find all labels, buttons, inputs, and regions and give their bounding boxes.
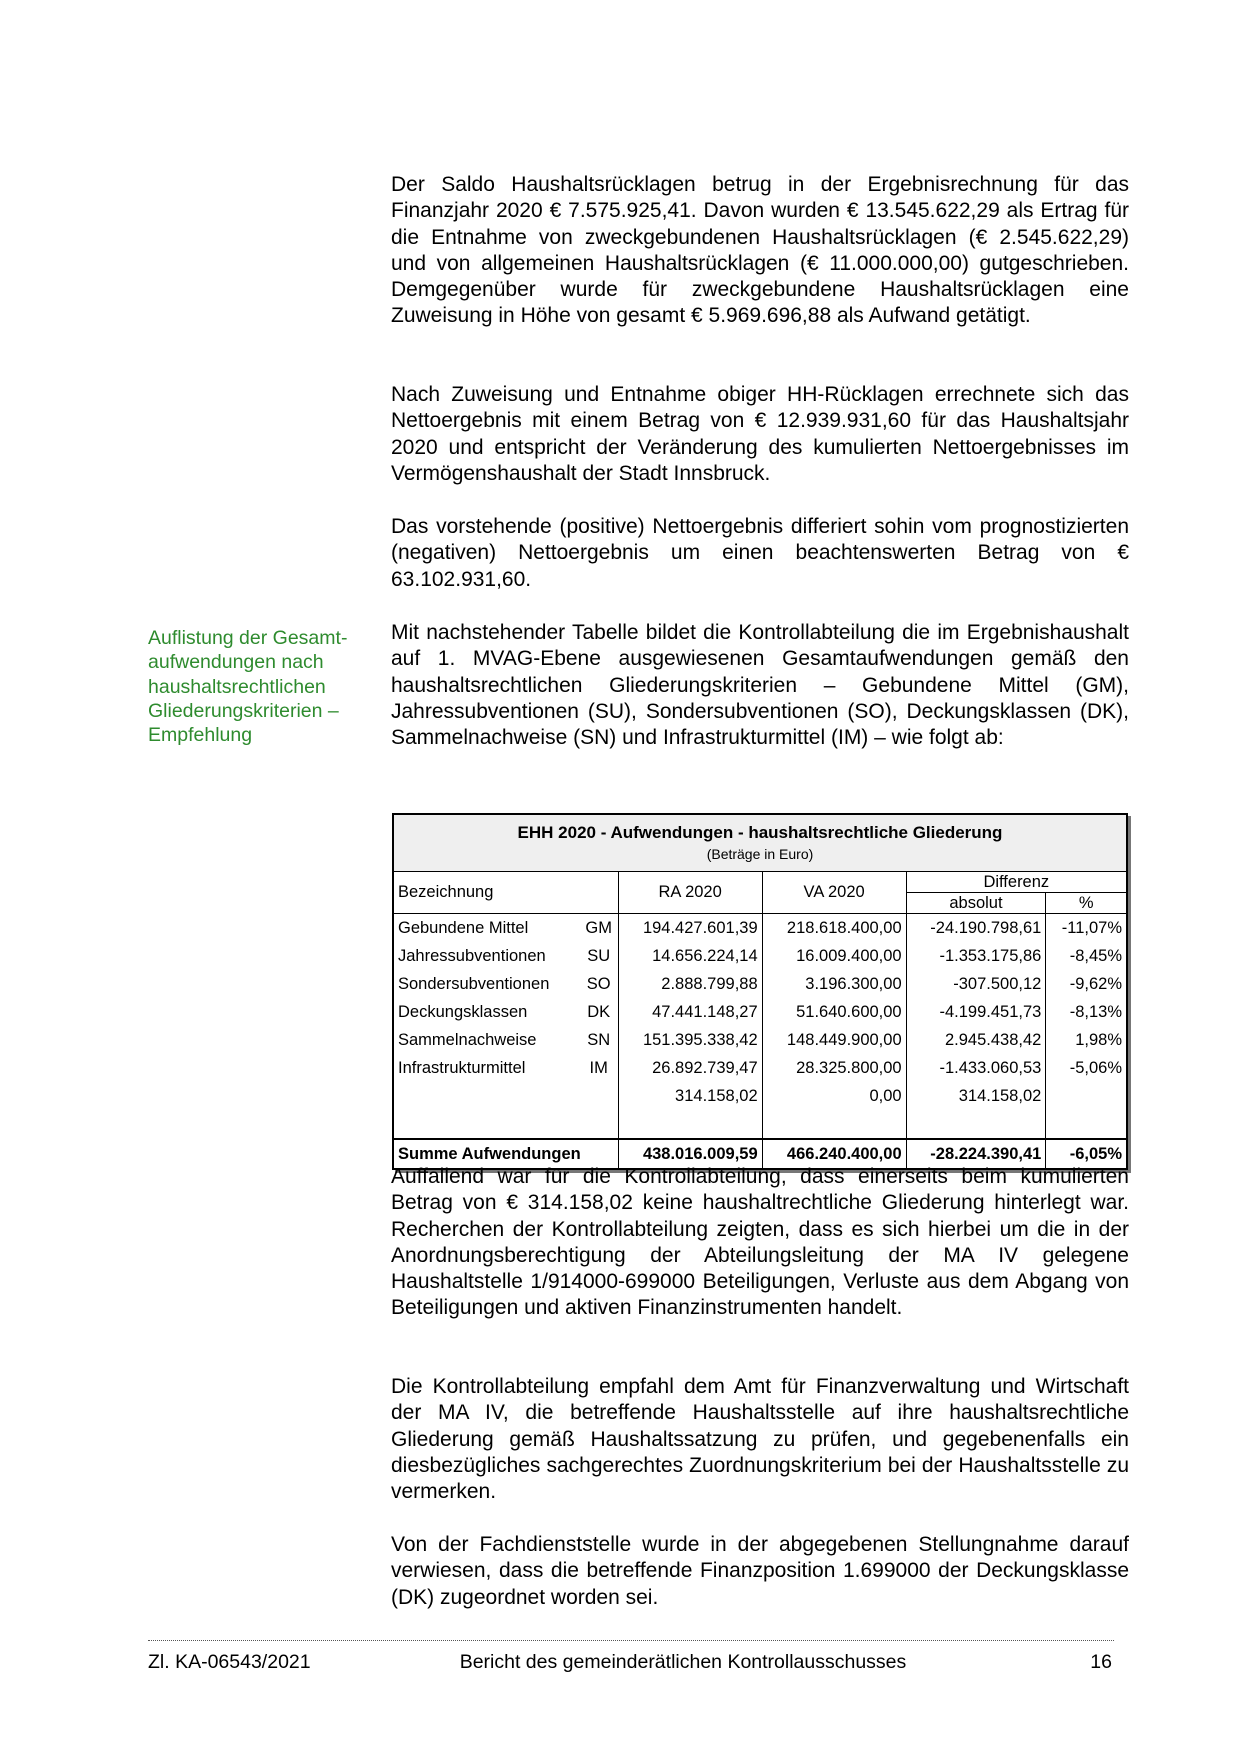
row-pct: -8,45% — [1069, 946, 1122, 965]
row-pct: -11,07% — [1061, 918, 1122, 937]
row-code: SO — [580, 970, 619, 998]
sum-pct: -6,05% — [1046, 1139, 1127, 1169]
row-name: Deckungsklassen — [398, 1002, 528, 1021]
row-pct: -9,62% — [1069, 974, 1122, 993]
row-code: SU — [580, 942, 619, 970]
row-pct: -5,06% — [1069, 1058, 1122, 1077]
row-abs: 314.158,02 — [906, 1082, 1046, 1110]
table-title: EHH 2020 - Aufwendungen - haushaltsrechtliche Gliederung — [517, 823, 1003, 842]
table-row — [393, 914, 1127, 943]
row-abs: -1.353.175,86 — [906, 942, 1046, 970]
table-row — [393, 1026, 1127, 1054]
row-name: Sondersubventionen — [398, 974, 550, 993]
paragraph-differenz: Das vorstehende (positive) Nettoergebnis differiert sohin vom prognostizierten (negativen) Nettoergebnis um einen beachtenswerten Betrag von € 63.102.931,60. — [391, 515, 1129, 591]
table-row — [393, 998, 1127, 1026]
paragraph-nettoergebnis: Nach Zuweisung und Entnahme obiger HH-Rücklagen errechnete sich das Nettoergebnis mit einem Betrag von € 12.939.931,60 für das Haushaltsjahr 2020 und entspricht der Veränderung des kumulierten Nettoergebnisses im Vermögenshaushalt der Stadt Innsbruck. — [391, 383, 1129, 485]
sum-ra: 438.016.009,59 — [618, 1139, 762, 1169]
header-differenz: Differenz — [906, 872, 1127, 893]
row-name — [393, 1082, 580, 1110]
footer-reference: Zl. KA-06543/2021 — [148, 1651, 311, 1673]
row-pct: 1,98% — [1075, 1030, 1122, 1049]
row-code: IM — [580, 1054, 619, 1082]
table-header-row-1 — [393, 872, 1127, 893]
paragraph-stellungnahme: Von der Fachdienststelle wurde in der abgegebenen Stellungnahme darauf verwiesen, dass die betreffende Finanzposition 1.699000 der Deckungsklasse (DK) zugeordnet worden sei. — [391, 1533, 1129, 1609]
table-row — [393, 970, 1127, 998]
row-va: 28.325.800,00 — [762, 1054, 906, 1082]
row-abs: -4.199.451,73 — [906, 998, 1046, 1026]
table-row — [393, 1054, 1127, 1082]
sum-va: 466.240.400,00 — [762, 1139, 906, 1169]
row-code — [580, 1082, 619, 1110]
header-percent: % — [1046, 893, 1127, 914]
expenses-table — [392, 813, 1128, 1170]
sum-abs: -28.224.390,41 — [906, 1139, 1046, 1169]
row-code: GM — [580, 914, 619, 943]
paragraph-auffallend: Auffallend war für die Kontrollabteilung, dass einerseits beim kumulierten Betrag von € 314.158,02 keine haushaltrechtliche Gliederung hinterlegt war. Recherchen der Kontrollabteilung zeigten, dass es sich hierbei um die in der Anordnungsberechtigung der Abteilungsleitung der MA IV gelegene Haushaltstelle 1/914000-699000 Beteiligungen, Verluste aus dem Abgang von Beteiligungen und aktiven Finanzinstrumenten handelt. — [391, 1165, 1129, 1320]
row-abs: -24.190.798,61 — [906, 914, 1046, 943]
footer-page-number: 16 — [1090, 1651, 1112, 1673]
header-bezeichnung: Bezeichnung — [393, 872, 618, 914]
row-code: SN — [580, 1026, 619, 1054]
row-va: 0,00 — [762, 1082, 906, 1110]
row-pct — [1046, 1082, 1127, 1110]
row-name: Jahressubventionen — [398, 946, 546, 965]
paragraph-empfehlung: Die Kontrollabteilung empfahl dem Amt für Finanzverwaltung und Wirtschaft der MA IV, die betreffende Haushaltsstelle auf ihre haushaltsrechtliche Gliederung gemäß Haushaltssatzung zu prüfen, und gegebenenfalls ein diesbezügliches sachgerechtes Zuordnungskriterium bei der Haushaltsstelle zu vermerken. — [391, 1375, 1129, 1504]
row-ra: 26.892.739,47 — [618, 1054, 762, 1082]
row-va: 3.196.300,00 — [762, 970, 906, 998]
sum-label: Summe Aufwendungen — [393, 1139, 618, 1169]
table-row — [393, 1082, 1127, 1110]
row-abs: 2.945.438,42 — [906, 1026, 1046, 1054]
header-absolut: absolut — [906, 893, 1046, 914]
row-ra: 14.656.224,14 — [618, 942, 762, 970]
row-va: 51.640.600,00 — [762, 998, 906, 1026]
header-ra: RA 2020 — [618, 872, 762, 914]
row-ra: 2.888.799,88 — [618, 970, 762, 998]
row-name: Sammelnachweise — [398, 1030, 537, 1049]
paragraph-saldo-ruecklagen: Der Saldo Haushaltsrücklagen betrug in der Ergebnisrechnung für das Finanzjahr 2020 € 7.575.925,41. Davon wurden € 13.545.622,29 als Ertrag für die Entnahme von zweckgebundenen Haushaltsrücklagen (€ 2.545.622,29) und von allgemeinen Haushaltsrücklagen (€ 11.000.000,00) gutgeschrieben. Demgegenüber wurde für zweckgebundene Haushaltsrücklagen eine Zuweisung in Höhe von gesamt € 5.969.696,88 als Aufwand getätigt. — [391, 173, 1129, 328]
footer-title: Bericht des gemeinderätlichen Kontrollausschusses — [459, 1651, 907, 1673]
row-ra: 314.158,02 — [618, 1082, 762, 1110]
row-abs: -307.500,12 — [906, 970, 1046, 998]
row-ra: 47.441.148,27 — [618, 998, 762, 1026]
margin-note: Auflistung der Gesamtaufwendungen nach haushaltsrechtlichen Gliederungskriterien – Empfehlung — [148, 627, 348, 747]
row-abs: -1.433.060,53 — [906, 1054, 1046, 1082]
row-pct: -8,13% — [1069, 1002, 1122, 1021]
header-va: VA 2020 — [762, 872, 906, 914]
row-code: DK — [580, 998, 619, 1026]
row-ra: 151.395.338,42 — [618, 1026, 762, 1054]
table-title-cell — [393, 814, 1127, 872]
row-name: Infrastrukturmittel — [398, 1058, 526, 1077]
table-subtitle: (Beträge in Euro) — [706, 846, 814, 862]
paragraph-tabelle-intro: Mit nachstehender Tabelle bildet die Kontrollabteilung die im Ergebnishaushalt auf 1. MVAG-Ebene ausgewiesenen Gesamtaufwendungen gemäß den haushaltsrechtlichen Gliederungskriterien – Gebundene Mittel (GM), Jahressubventionen (SU), Sondersubventionen (SO), Deckungsklassen (DK), Sammelnachweise (SN) und Infrastrukturmittel (IM) – wie folgt ab: — [391, 621, 1129, 750]
row-va: 148.449.900,00 — [762, 1026, 906, 1054]
row-va: 218.618.400,00 — [762, 914, 906, 943]
footer-divider — [148, 1640, 1114, 1641]
row-name: Gebundene Mittel — [398, 918, 529, 937]
row-ra: 194.427.601,39 — [618, 914, 762, 943]
table-row — [393, 942, 1127, 970]
row-va: 16.009.400,00 — [762, 942, 906, 970]
